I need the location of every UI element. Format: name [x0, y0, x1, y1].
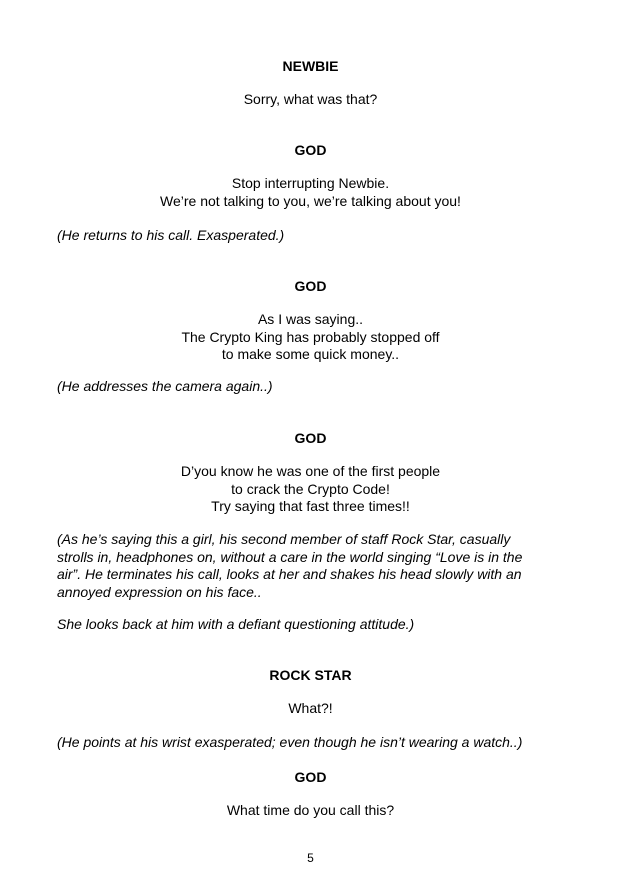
dialogue — [0, 311, 621, 364]
dialogue — [0, 700, 621, 718]
character-name: GOD — [294, 430, 327, 446]
dialogue-line: to crack the Crypto Code! — [231, 480, 390, 497]
action-direction — [57, 531, 567, 601]
dialogue-line: to make some quick money.. — [221, 346, 400, 362]
action-line: strolls in, headphones on, without a care in the world singing “Love is in the — [57, 548, 523, 565]
action-line: air”. He terminates his call, looks at her and shakes his head slowly with an — [57, 566, 522, 582]
dialogue — [0, 91, 621, 109]
character-name: ROCK STAR — [269, 667, 352, 683]
action-line: (He addresses the camera again..) — [57, 378, 273, 394]
dialogue-line: As I was saying.. — [257, 311, 364, 327]
dialogue — [0, 175, 621, 210]
dialogue-line: What time do you call this? — [226, 802, 395, 818]
dialogue — [0, 463, 621, 516]
action-direction — [57, 227, 567, 245]
action-line: (He returns to his call. Exasperated.) — [57, 227, 285, 243]
dialogue-line: The Crypto King has probably stopped off — [181, 328, 440, 345]
dialogue-line: Stop interrupting Newbie. — [231, 175, 390, 191]
action-line: She looks back at him with a defiant questioning attitude.) — [57, 616, 415, 632]
action-direction — [57, 734, 567, 752]
dialogue-line: D’you know he was one of the first people — [180, 463, 441, 479]
action-line: (He points at his wrist exasperated; even though he isn’t wearing a watch..) — [57, 734, 523, 750]
dialogue-line: We’re not talking to you, we’re talking about you! — [160, 192, 461, 209]
action-line: annoyed expression on his face.. — [57, 583, 262, 600]
character-name: GOD — [294, 142, 327, 158]
character-name: NEWBIE — [282, 58, 339, 74]
character-name: GOD — [294, 769, 327, 785]
page-number: 5 — [307, 851, 314, 865]
action-direction — [57, 616, 567, 634]
dialogue-line: Sorry, what was that? — [243, 91, 378, 107]
dialogue-line: Try saying that fast three times!! — [211, 498, 410, 514]
dialogue-line: What?! — [288, 700, 333, 716]
action-line: (As he’s saying this a girl, his second member of staff Rock Star, casually — [57, 531, 511, 547]
action-direction — [57, 378, 567, 396]
dialogue — [0, 802, 621, 820]
character-name: GOD — [294, 278, 327, 294]
